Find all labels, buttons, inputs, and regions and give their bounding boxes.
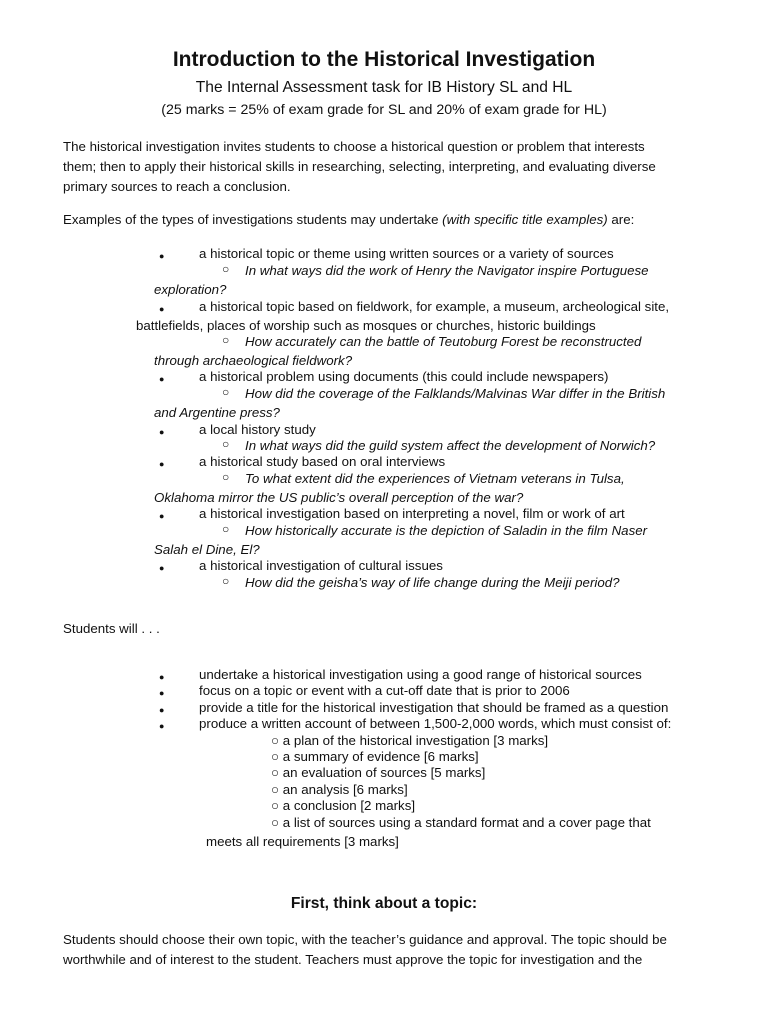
circle-bullet-icon: ○: [222, 574, 230, 588]
circle-bullet-icon: ○: [271, 733, 280, 748]
requirement-item: focus on a topic or event with a cut-off date that is prior to 2006: [199, 683, 570, 698]
component-item-cont: meets all requirements [3 marks]: [206, 834, 399, 849]
example-topic: a local history study: [199, 422, 316, 437]
example-topic-cont: battlefields, places of worship such as mosques or churches, historic buildings: [136, 318, 596, 333]
circle-bullet-icon: ○: [222, 470, 230, 484]
section-heading: First, think about a topic:: [290, 895, 478, 912]
circle-bullet-icon: ○: [222, 437, 230, 451]
topic-para-line-1: Students should choose their own topic, with the teacher’s guidance and approval. The topic should be: [63, 932, 667, 947]
component-item: ○ a list of sources using a standard format and a cover page that: [271, 815, 651, 830]
page-subtitle: The Internal Assessment task for IB History SL and HL: [195, 79, 573, 96]
example-topic: a historical topic based on fieldwork, for example, a museum, archeological site,: [199, 299, 670, 314]
example-topic: a historical problem using documents (this could include newspapers): [199, 369, 609, 384]
component-item: ○ a plan of the historical investigation [3 marks]: [271, 733, 549, 748]
component-item: ○ an analysis [6 marks]: [271, 782, 408, 797]
requirement-item: undertake a historical investigation using a good range of historical sources: [199, 667, 642, 682]
bullet-icon: ●: [159, 563, 165, 573]
circle-bullet-icon: ○: [271, 782, 280, 797]
component-item: ○ a summary of evidence [6 marks]: [271, 749, 479, 764]
component-item: ○ an evaluation of sources [5 marks]: [271, 765, 486, 780]
bullet-icon: ●: [159, 304, 165, 314]
bullet-icon: ●: [159, 427, 165, 437]
requirement-item: produce a written account of between 1,500-2,000 words, which must consist of:: [199, 716, 672, 731]
example-topic: a historical topic or theme using written sources or a variety of sources: [199, 246, 614, 261]
topic-para-line-2: worthwhile and of interest to the student. Teachers must approve the topic for investigation and the: [63, 952, 643, 967]
bullet-icon: ●: [159, 374, 165, 384]
examples-lead: Examples of the types of investigations students may undertake (with specific title examples) are:: [63, 212, 635, 227]
example-question: How accurately can the battle of Teutoburg Forest be reconstructed: [245, 334, 642, 349]
example-question: In what ways did the guild system affect the development of Norwich?: [245, 438, 656, 453]
example-question-cont: and Argentine press?: [154, 405, 280, 420]
page-title: Introduction to the Historical Investigation: [172, 48, 596, 71]
component-item: ○ a conclusion [2 marks]: [271, 798, 416, 813]
circle-bullet-icon: ○: [222, 522, 230, 536]
circle-bullet-icon: ○: [271, 798, 280, 813]
students-will-label: Students will . . .: [63, 621, 160, 636]
circle-bullet-icon: ○: [222, 262, 230, 276]
bullet-icon: ●: [159, 705, 165, 715]
intro-line-3: primary sources to reach a conclusion.: [63, 179, 291, 194]
circle-bullet-icon: ○: [271, 765, 280, 780]
example-question-cont: Salah el Dine, El?: [154, 542, 260, 557]
example-topic: a historical study based on oral interviews: [199, 454, 446, 469]
circle-bullet-icon: ○: [222, 333, 230, 347]
example-topic: a historical investigation of cultural issues: [199, 558, 443, 573]
example-question: How did the coverage of the Falklands/Malvinas War differ in the British: [245, 386, 666, 401]
circle-bullet-icon: ○: [271, 749, 280, 764]
bullet-icon: ●: [159, 672, 165, 682]
example-question: How historically accurate is the depiction of Saladin in the film Naser: [245, 523, 648, 538]
example-question-cont: through archaeological fieldwork?: [154, 353, 353, 368]
example-topic: a historical investigation based on interpreting a novel, film or work of art: [199, 506, 625, 521]
bullet-icon: ●: [159, 511, 165, 521]
bullet-icon: ●: [159, 688, 165, 698]
example-question: To what extent did the experiences of Vietnam veterans in Tulsa,: [245, 471, 625, 486]
bullet-icon: ●: [159, 251, 165, 261]
circle-bullet-icon: ○: [222, 385, 230, 399]
example-question-cont: exploration?: [154, 282, 227, 297]
bullet-icon: ●: [159, 459, 165, 469]
requirement-item: provide a title for the historical investigation that should be framed as a question: [199, 700, 669, 715]
example-question-cont: Oklahoma mirror the US public’s overall perception of the war?: [154, 490, 524, 505]
circle-bullet-icon: ○: [271, 815, 280, 830]
intro-line-1: The historical investigation invites students to choose a historical question or problem that interests: [63, 139, 645, 154]
bullet-icon: ●: [159, 721, 165, 731]
intro-line-2: them; then to apply their historical skills in researching, selecting, interpreting, and evaluating diverse: [63, 159, 656, 174]
example-question: In what ways did the work of Henry the Navigator inspire Portuguese: [245, 263, 649, 278]
example-question: How did the geisha’s way of life change during the Meiji period?: [245, 575, 620, 590]
marks-note: (25 marks = 25% of exam grade for SL and 20% of exam grade for HL): [161, 102, 607, 118]
